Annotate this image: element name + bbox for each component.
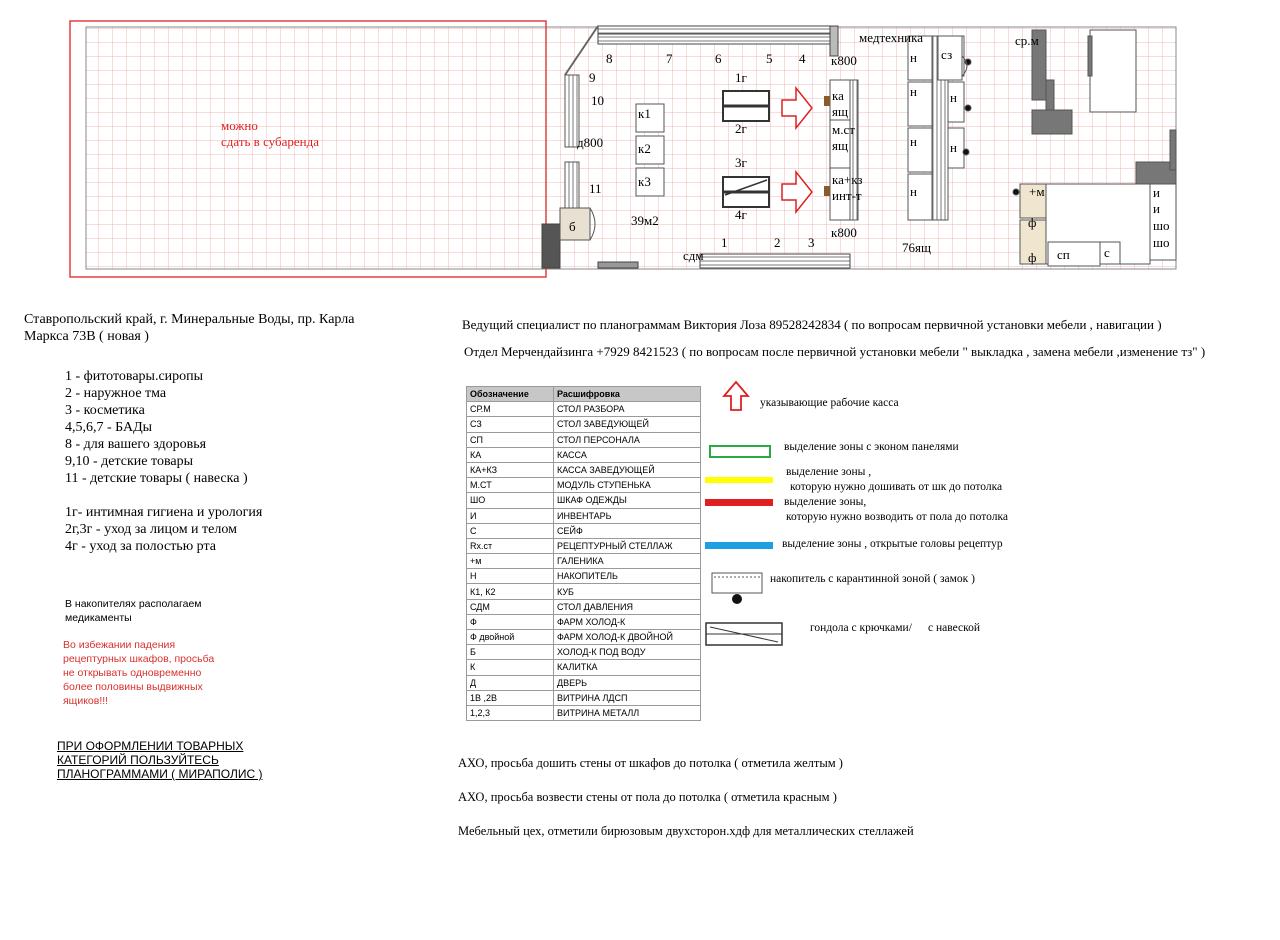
- legend-row: [467, 705, 701, 720]
- red-zone-swatch: [705, 499, 773, 506]
- legend-row: [467, 690, 701, 705]
- gondola-3g-4g: [723, 177, 769, 207]
- label-h3: н: [950, 90, 957, 105]
- key-yellow-text-2: которую нужно дошивать от шк до потолка: [790, 481, 1003, 493]
- legend-row: [467, 645, 701, 660]
- legend-row: [467, 478, 701, 493]
- legend-meaning: НАКОПИТЕЛЬ: [554, 569, 701, 584]
- label-k800-bottom: к800: [831, 225, 857, 240]
- gondola-category-item: 4г - уход за полостью рта: [65, 539, 216, 554]
- legend-meaning: СТОЛ РАЗБОРА: [554, 402, 701, 417]
- legend-header: Расшифровка: [554, 387, 701, 402]
- label-medtech: медтехника: [859, 30, 924, 45]
- label-kakz-int: инт-т: [832, 188, 862, 203]
- legend-row: [467, 554, 701, 569]
- legend-meaning: ХОЛОД-К ПОД ВОДУ: [554, 645, 701, 660]
- legend-meaning: СТОЛ ДАВЛЕНИЯ: [554, 599, 701, 614]
- contact-merch: Отдел Мерчендайзинга +7929 8421523 ( по вопросам после первичной установки мебели " выкладка , замена мебели ,изменение тз" ): [464, 344, 1206, 359]
- legend-meaning: СЕЙФ: [554, 523, 701, 538]
- legend-row: [467, 538, 701, 553]
- warning-line: рецептурных шкафов, просьба: [63, 653, 215, 665]
- label-shelf-7: 7: [666, 51, 673, 66]
- legend-code: Ф: [467, 614, 554, 629]
- legend-row: [467, 569, 701, 584]
- label-k2: к2: [638, 141, 651, 156]
- label-area: 39м2: [631, 213, 659, 228]
- legend-row: [467, 447, 701, 462]
- legend-meaning: КАЛИТКА: [554, 660, 701, 675]
- label-h2: н: [910, 84, 917, 99]
- legend-meaning: КУБ: [554, 584, 701, 599]
- gondola-category-list: [65, 504, 262, 555]
- label-h4: н: [910, 134, 917, 149]
- address: [24, 311, 354, 345]
- label-mst: м.ст: [832, 122, 855, 137]
- legend-row: [467, 432, 701, 447]
- floor-plan: [0, 0, 1280, 280]
- legend-header-row: [467, 387, 701, 402]
- legend-code: СЗ: [467, 417, 554, 432]
- blue-zone-swatch: [705, 542, 773, 549]
- gondola-1g-2g: [723, 91, 769, 121]
- warning-line: Во избежании падения: [63, 639, 176, 651]
- label-shelf-6: 6: [715, 51, 722, 66]
- category-item: 8 - для вашего здоровья: [65, 437, 207, 452]
- key-storage-text: накопитель с карантинной зоной ( замок ): [770, 573, 975, 585]
- storage-note-line: В накопителях располагаем: [65, 598, 202, 610]
- legend-row: [467, 417, 701, 432]
- shelf-11: [565, 162, 579, 208]
- legend-code: Д: [467, 675, 554, 690]
- label-2g: 2г: [735, 121, 747, 136]
- legend-row: [467, 402, 701, 417]
- label-k800-top: к800: [831, 53, 857, 68]
- planogram-note: [57, 739, 263, 781]
- legend-meaning: МОДУЛЬ СТУПЕНЬКА: [554, 478, 701, 493]
- legend-code: СП: [467, 432, 554, 447]
- gondola-category-item: 2г,3г - уход за лицом и телом: [65, 522, 237, 537]
- legend-code: СДМ: [467, 599, 554, 614]
- category-list: [65, 368, 248, 487]
- legend-meaning: СТОЛ ПЕРСОНАЛА: [554, 432, 701, 447]
- label-i1: и: [1153, 185, 1160, 200]
- sublet-text-1: можно: [221, 118, 258, 133]
- address-line-2: Маркса 73В ( новая ): [24, 329, 149, 344]
- label-srm: ср.м: [1015, 33, 1039, 48]
- legend-row: [467, 630, 701, 645]
- label-sz: сз: [941, 47, 953, 62]
- legend-meaning: ДВЕРЬ: [554, 675, 701, 690]
- warning-note: [63, 638, 214, 708]
- key-blue-text: выделение зоны , открытые головы рецептур: [782, 538, 1003, 550]
- legend-row: [467, 660, 701, 675]
- legend-code: К: [467, 660, 554, 675]
- legend-meaning: РЕЦЕПТУРНЫЙ СТЕЛЛАЖ: [554, 538, 701, 553]
- label-i2: и: [1153, 201, 1160, 216]
- legend-code: ШО: [467, 493, 554, 508]
- label-3g: 3г: [735, 155, 747, 170]
- category-item: 9,10 - детские товары: [65, 454, 193, 469]
- legend-code: +м: [467, 554, 554, 569]
- legend-meaning: ФАРМ ХОЛОД-К ДВОЙНОЙ: [554, 630, 701, 645]
- category-item: 11 - детские товары ( навеска ): [65, 471, 248, 486]
- label-vitrina-1: 1: [721, 235, 728, 250]
- label-k1: к1: [638, 106, 651, 121]
- legend-header: Обозначение: [467, 387, 554, 402]
- legend-code: С: [467, 523, 554, 538]
- label-shelf-5: 5: [766, 51, 773, 66]
- label-h5: н: [950, 140, 957, 155]
- legend-row: [467, 508, 701, 523]
- legend-row: [467, 584, 701, 599]
- legend-meaning: ВИТРИНА МЕТАЛЛ: [554, 705, 701, 720]
- label-sdm: сдм: [683, 248, 704, 263]
- label-h6: н: [910, 184, 917, 199]
- legend-meaning: ВИТРИНА ЛДСП: [554, 690, 701, 705]
- category-item: 1 - фитотовары.сиропы: [65, 369, 204, 384]
- storage-note: [65, 597, 202, 625]
- label-h1: н: [910, 50, 917, 65]
- legend-code: Rx.ст: [467, 538, 554, 553]
- label-mst-box: ящ: [832, 138, 848, 153]
- cashier-arrow-key: [724, 382, 748, 410]
- category-item: 4,5,6,7 - БАДы: [65, 420, 153, 435]
- label-plus-m: +м: [1029, 184, 1045, 199]
- label-shelf-8: 8: [606, 51, 613, 66]
- legend-meaning: ИНВЕНТАРЬ: [554, 508, 701, 523]
- address-line-1: Ставропольский край, г. Минеральные Воды, пр. Карла: [24, 312, 355, 327]
- label-sp: сп: [1057, 247, 1070, 262]
- planogram-note-line: ПЛАНОГРАММАМИ ( МИРАПОЛИС ): [57, 767, 263, 781]
- gondola-category-item: 1г- интимная гигиена и урология: [65, 505, 263, 520]
- planogram-note-line: КАТЕГОРИЙ ПОЛЬЗУЙТЕСЬ: [57, 753, 219, 767]
- label-4g: 4г: [735, 207, 747, 222]
- warning-line: более половины выдвижных: [63, 681, 203, 693]
- legend-meaning: КАССА ЗАВЕДУЮЩЕЙ: [554, 462, 701, 477]
- symbol-key-graphics: [700, 380, 790, 660]
- category-item: 2 - наружное тма: [65, 386, 167, 401]
- gondola-hook-icon: [706, 623, 782, 645]
- legend-body: [467, 402, 701, 721]
- key-gondola-text-2: с навеской: [928, 622, 981, 634]
- storage-quarantine-icon: [712, 573, 762, 604]
- legend-code: Н: [467, 569, 554, 584]
- legend-code: КА+КЗ: [467, 462, 554, 477]
- key-arrow-text: указывающие рабочие касса: [760, 397, 899, 409]
- yellow-zone-swatch: [705, 477, 773, 483]
- label-f2: ф: [1028, 250, 1037, 265]
- planogram-note-line: ПРИ ОФОРМЛЕНИИ ТОВАРНЫХ: [57, 739, 244, 753]
- legend-code: Б: [467, 645, 554, 660]
- storage-note-line: медикаменты: [65, 612, 132, 624]
- label-kakz: ка+кз: [832, 172, 863, 187]
- legend-row: [467, 523, 701, 538]
- key-red-text-2: которую нужно возводить от пола до потолка: [786, 511, 1009, 523]
- sublet-text-2: сдать в субаренда: [221, 134, 319, 149]
- label-shelf-10: 10: [591, 93, 604, 108]
- label-shelf-11: 11: [589, 181, 602, 196]
- label-vitrina-2: 2: [774, 235, 781, 250]
- legend-code: К1, К2: [467, 584, 554, 599]
- legend-row: [467, 462, 701, 477]
- key-gondola-text-1: гондола с крючками/: [810, 622, 912, 634]
- key-green-text: выделение зоны с эконом панелями: [784, 441, 959, 453]
- label-shelf-9: 9: [589, 70, 596, 85]
- legend-meaning: ШКАФ ОДЕЖДЫ: [554, 493, 701, 508]
- legend-row: [467, 599, 701, 614]
- label-sho1: шо: [1153, 218, 1170, 233]
- legend-code: КА: [467, 447, 554, 462]
- legend-code: 1В ,2В: [467, 690, 554, 705]
- key-red-text-1: выделение зоны,: [784, 496, 867, 508]
- green-zone-swatch: [710, 446, 770, 457]
- legend-code: 1,2,3: [467, 705, 554, 720]
- label-vitrina-3: 3: [808, 235, 815, 250]
- label-door: д800: [577, 135, 604, 150]
- legend-row: [467, 614, 701, 629]
- category-item: 3 - косметика: [65, 403, 145, 418]
- label-ka: ка: [832, 88, 844, 103]
- label-shelf-4: 4: [799, 51, 806, 66]
- legend-row: [467, 675, 701, 690]
- note-line-1: АХО, просьба дошить стены от шкафов до потолка ( отметила желтым ): [458, 756, 843, 770]
- legend-row: [467, 493, 701, 508]
- label-1g: 1г: [735, 70, 747, 85]
- note-line-3: Мебельный цех, отметили бирюзовым двухсторон.хдф для металлических стеллажей: [458, 824, 914, 838]
- legend-meaning: СТОЛ ЗАВЕДУЮЩЕЙ: [554, 417, 701, 432]
- label-ka-box: ящ: [832, 104, 848, 119]
- key-yellow-text-1: выделение зоны ,: [786, 466, 872, 478]
- label-s: с: [1104, 245, 1110, 260]
- label-sho2: шо: [1153, 235, 1170, 250]
- contact-lead: Ведущий специалист по планограммам Виктория Лоза 89528242834 ( по вопросам первичной установки мебели , навигации ): [462, 317, 1162, 332]
- legend-code: М.СТ: [467, 478, 554, 493]
- label-k3: к3: [638, 174, 651, 189]
- note-line-2: АХО, просьба возвести стены от пола до потолка ( отметила красным ): [458, 790, 837, 804]
- legend-meaning: КАССА: [554, 447, 701, 462]
- legend-code: И: [467, 508, 554, 523]
- label-76-boxes: 76ящ: [902, 240, 931, 255]
- legend-table: [466, 386, 701, 721]
- legend-code: Ф двойной: [467, 630, 554, 645]
- legend-meaning: ГАЛЕНИКА: [554, 554, 701, 569]
- legend-meaning: ФАРМ ХОЛОД-К: [554, 614, 701, 629]
- warning-line: не открывать одновременно: [63, 667, 202, 679]
- warning-line: ящиков!!!: [63, 695, 109, 707]
- legend-code: СР.М: [467, 402, 554, 417]
- label-b: б: [569, 219, 576, 234]
- label-f1: ф: [1028, 215, 1037, 230]
